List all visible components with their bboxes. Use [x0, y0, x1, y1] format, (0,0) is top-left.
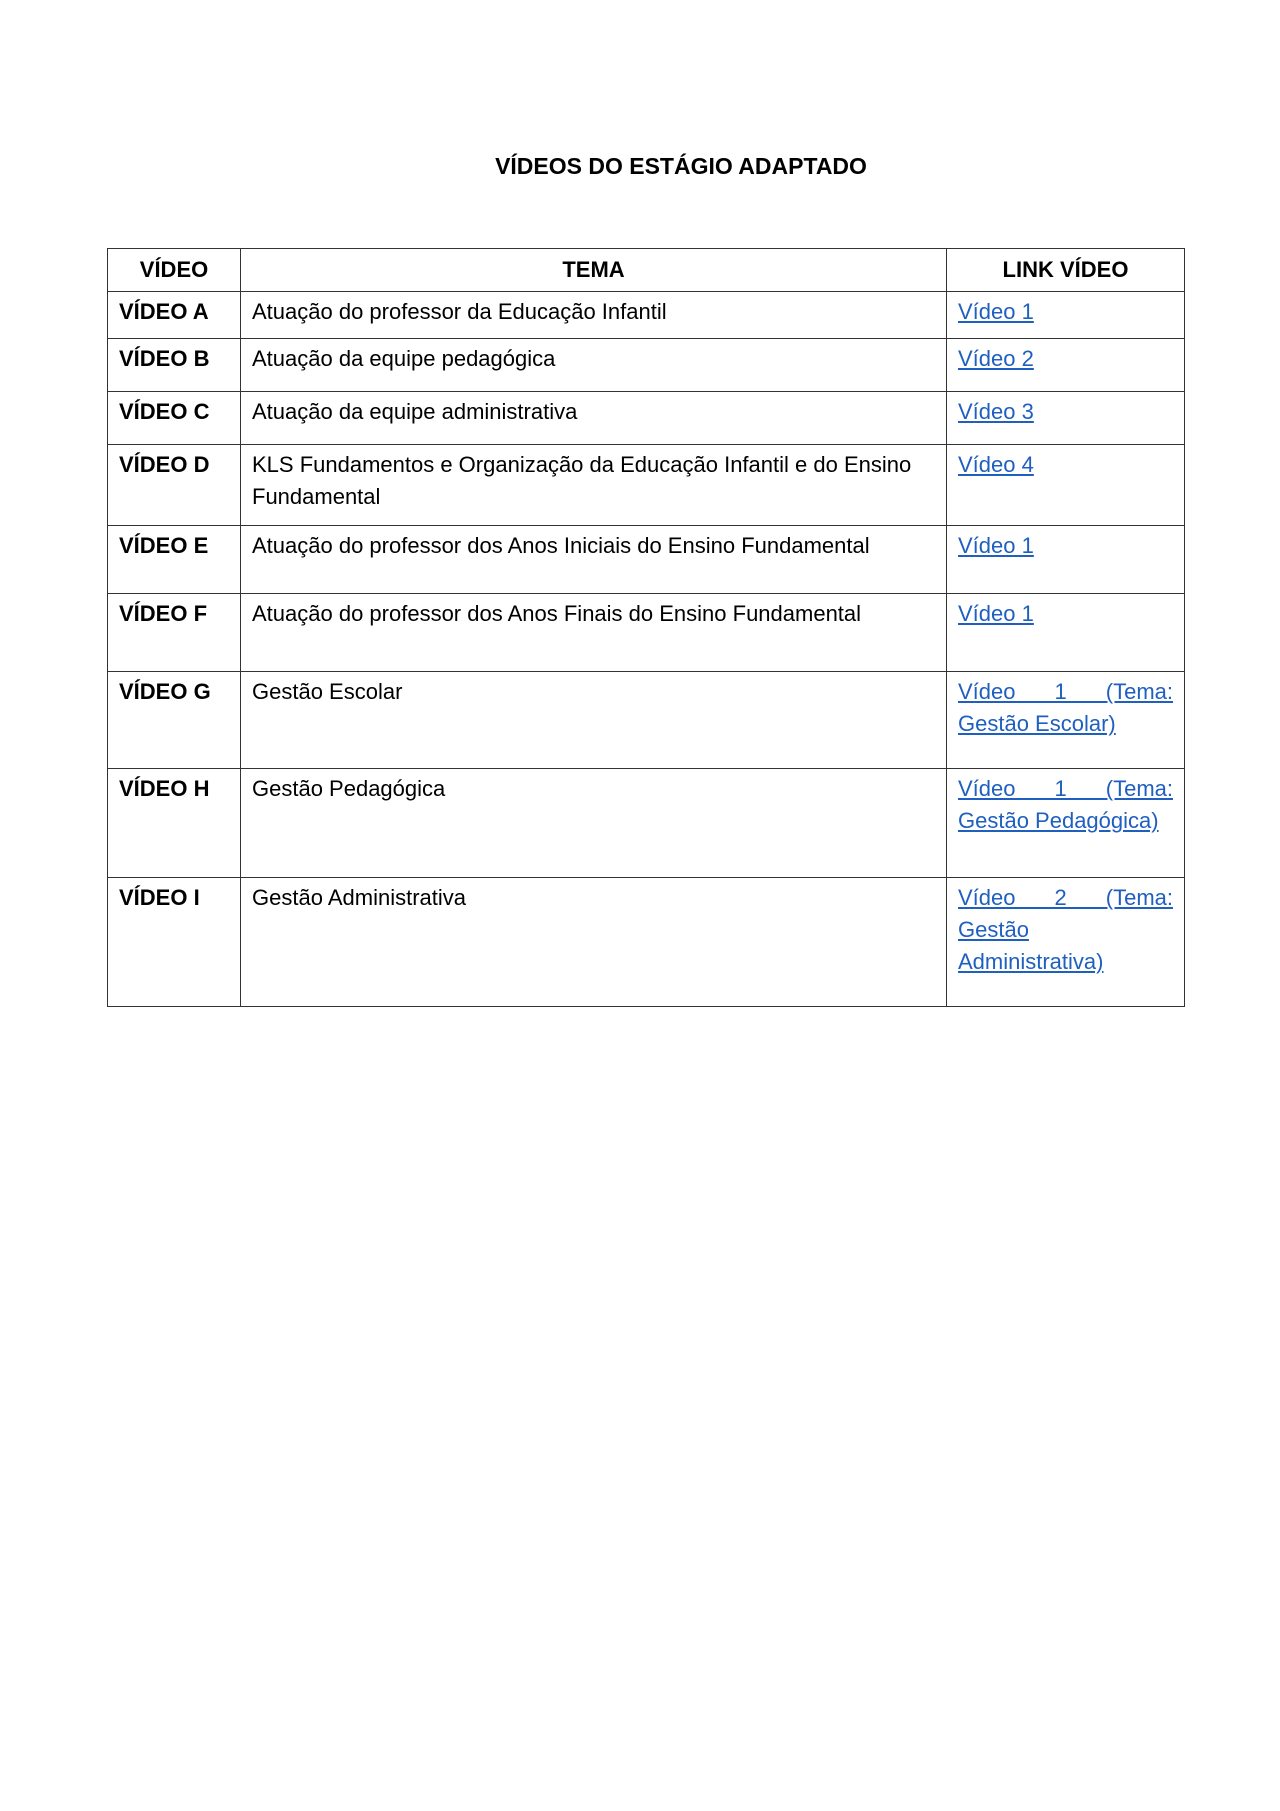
- video-id-cell: VÍDEO D: [108, 445, 241, 526]
- tema-cell: Gestão Escolar: [241, 672, 947, 769]
- table-row: [108, 769, 1185, 878]
- tema-cell: KLS Fundamentos e Organização da Educação Infantil e do Ensino Fundamental: [241, 445, 947, 526]
- link-cell: [947, 445, 1185, 526]
- video-id-cell: VÍDEO A: [108, 292, 241, 339]
- link-cell: [947, 392, 1185, 445]
- tema-cell: Gestão Pedagógica: [241, 769, 947, 878]
- link-cell: [947, 769, 1185, 878]
- table-header-row: [108, 249, 1185, 292]
- table-row: [108, 392, 1185, 445]
- video-link[interactable]: Vídeo 3: [958, 399, 1034, 424]
- video-link[interactable]: Vídeo 4: [958, 452, 1034, 477]
- header-video: VÍDEO: [108, 249, 241, 292]
- table-row: [108, 292, 1185, 339]
- table-row: [108, 339, 1185, 392]
- tema-cell: Atuação do professor da Educação Infantil: [241, 292, 947, 339]
- video-link[interactable]: Vídeo 1: [958, 533, 1034, 558]
- video-link[interactable]: Vídeo 1 (Tema: Gestão Pedagógica): [958, 776, 1173, 833]
- video-id-cell: VÍDEO E: [108, 526, 241, 594]
- table-row: [108, 445, 1185, 526]
- tema-cell: Atuação da equipe administrativa: [241, 392, 947, 445]
- header-link: LINK VÍDEO: [947, 249, 1185, 292]
- link-cell: [947, 878, 1185, 1007]
- video-link[interactable]: Vídeo 1 (Tema: Gestão Escolar): [958, 679, 1173, 736]
- link-cell: [947, 292, 1185, 339]
- table-row: [108, 878, 1185, 1007]
- video-id-cell: VÍDEO G: [108, 672, 241, 769]
- table-row: [108, 526, 1185, 594]
- link-cell: [947, 672, 1185, 769]
- tema-cell: Gestão Administrativa: [241, 878, 947, 1007]
- table-row: [108, 594, 1185, 672]
- tema-cell: Atuação da equipe pedagógica: [241, 339, 947, 392]
- tema-cell: Atuação do professor dos Anos Finais do Ensino Fundamental: [241, 594, 947, 672]
- link-cell: [947, 526, 1185, 594]
- header-tema: TEMA: [241, 249, 947, 292]
- tema-cell: Atuação do professor dos Anos Iniciais do Ensino Fundamental: [241, 526, 947, 594]
- video-id-cell: VÍDEO C: [108, 392, 241, 445]
- video-id-cell: VÍDEO I: [108, 878, 241, 1007]
- video-link[interactable]: Vídeo 2 (Tema: Gestão Administrativa): [958, 885, 1173, 974]
- video-link[interactable]: Vídeo 1: [958, 601, 1034, 626]
- video-link[interactable]: Vídeo 1: [958, 299, 1034, 324]
- video-id-cell: VÍDEO H: [108, 769, 241, 878]
- table-row: [108, 672, 1185, 769]
- page-title: VÍDEOS DO ESTÁGIO ADAPTADO: [495, 153, 867, 179]
- link-cell: [947, 339, 1185, 392]
- video-link[interactable]: Vídeo 2: [958, 346, 1034, 371]
- video-id-cell: VÍDEO F: [108, 594, 241, 672]
- videos-table: [107, 248, 1185, 1007]
- video-id-cell: VÍDEO B: [108, 339, 241, 392]
- link-cell: [947, 594, 1185, 672]
